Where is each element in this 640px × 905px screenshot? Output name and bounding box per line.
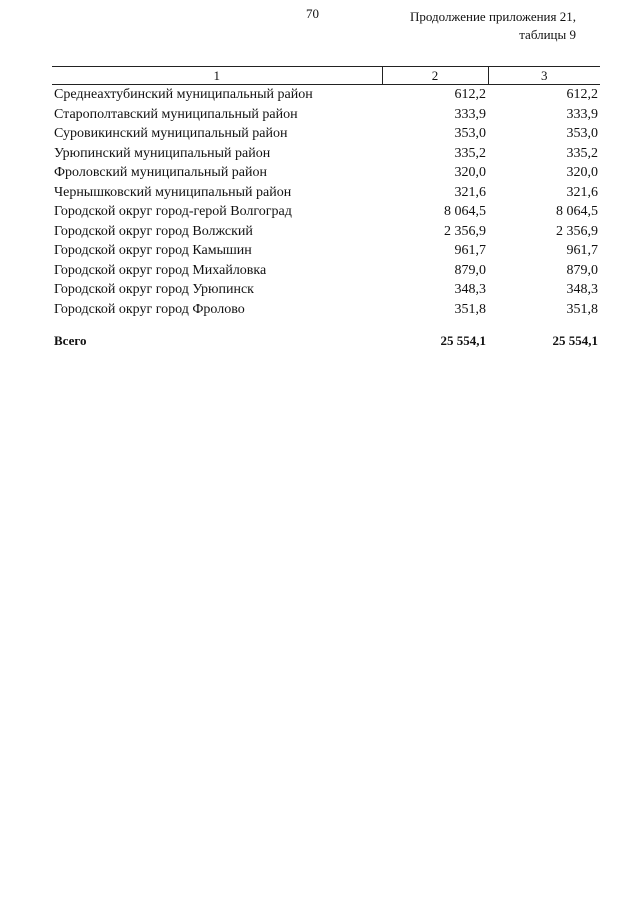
row-value-col2: 353,0 [454, 126, 486, 142]
row-name: Городской округ город-герой Волгоград [54, 204, 292, 220]
row-name: Городской округ город Фролово [54, 301, 245, 317]
table-row [52, 300, 600, 320]
appendix-note-line-1: Продолжение приложения 21, [409, 9, 576, 24]
table-total-row [52, 331, 600, 351]
table-row [52, 261, 600, 281]
total-value-col2: 25 554,1 [440, 333, 486, 349]
table-header-row [52, 67, 600, 85]
row-name: Городской округ город Волжский [54, 223, 253, 239]
row-value-col3: 8 064,5 [556, 204, 598, 220]
row-value-col3: 961,7 [566, 243, 598, 259]
table-row [52, 144, 600, 164]
row-value-col3: 353,0 [566, 126, 598, 142]
column-header-1: 1 [52, 67, 382, 85]
row-name: Чернышковский муниципальный район [54, 184, 292, 200]
appendix-continuation-note [410, 8, 576, 44]
row-value-col2: 320,0 [454, 165, 486, 181]
row-value-col3: 321,6 [566, 184, 598, 200]
row-name: Суровикинский муниципальный район [54, 126, 288, 142]
row-value-col2: 321,6 [454, 184, 486, 200]
spacer-cell [52, 319, 382, 331]
column-header-3: 3 [488, 67, 600, 85]
row-value-col3: 320,0 [566, 165, 598, 181]
table-row [52, 105, 600, 125]
row-name: Городской округ город Михайловка [54, 262, 267, 278]
row-name: Фроловский муниципальный район [54, 165, 268, 181]
row-value-col2: 333,9 [454, 106, 486, 122]
row-value-col2: 8 064,5 [444, 204, 486, 220]
row-value-col3: 348,3 [566, 282, 598, 298]
total-value-col3: 25 554,1 [552, 333, 598, 349]
row-name: Городской округ город Урюпинск [54, 282, 254, 298]
row-value-col3: 351,8 [566, 301, 598, 317]
row-name: Урюпинский муниципальный район [54, 145, 271, 161]
table-row [52, 280, 600, 300]
table-row [52, 241, 600, 261]
table-body [52, 85, 600, 351]
row-value-col3: 879,0 [566, 262, 598, 278]
table-row [52, 202, 600, 222]
row-value-col2: 612,2 [454, 87, 486, 103]
row-value-col2: 351,8 [454, 301, 486, 317]
page-number: 70 [306, 6, 319, 21]
table-row [52, 85, 600, 105]
table-row [52, 183, 600, 203]
spacer-cell [382, 319, 488, 331]
row-value-col2: 335,2 [454, 145, 486, 161]
total-label: Всего [54, 333, 87, 349]
row-value-col3: 333,9 [566, 106, 598, 122]
table-header [52, 67, 600, 85]
row-value-col2: 348,3 [454, 282, 486, 298]
table-row [52, 163, 600, 183]
row-name: Городской округ город Камышин [54, 243, 252, 259]
column-header-2: 2 [382, 67, 488, 85]
appendix-note-line-2: таблицы 9 [519, 27, 576, 42]
row-value-col2: 2 356,9 [444, 223, 486, 239]
row-name: Старополтавский муниципальный район [54, 106, 298, 122]
row-value-col3: 2 356,9 [556, 223, 598, 239]
table-spacer-row [52, 319, 600, 331]
row-value-col3: 612,2 [566, 87, 598, 103]
row-value-col3: 335,2 [566, 145, 598, 161]
spacer-cell [488, 319, 600, 331]
allocation-table [52, 66, 600, 351]
row-value-col2: 879,0 [454, 262, 486, 278]
row-value-col2: 961,7 [454, 243, 486, 259]
row-name: Среднеахтубинский муниципальный район [54, 87, 313, 103]
table-row [52, 124, 600, 144]
table-row [52, 222, 600, 242]
